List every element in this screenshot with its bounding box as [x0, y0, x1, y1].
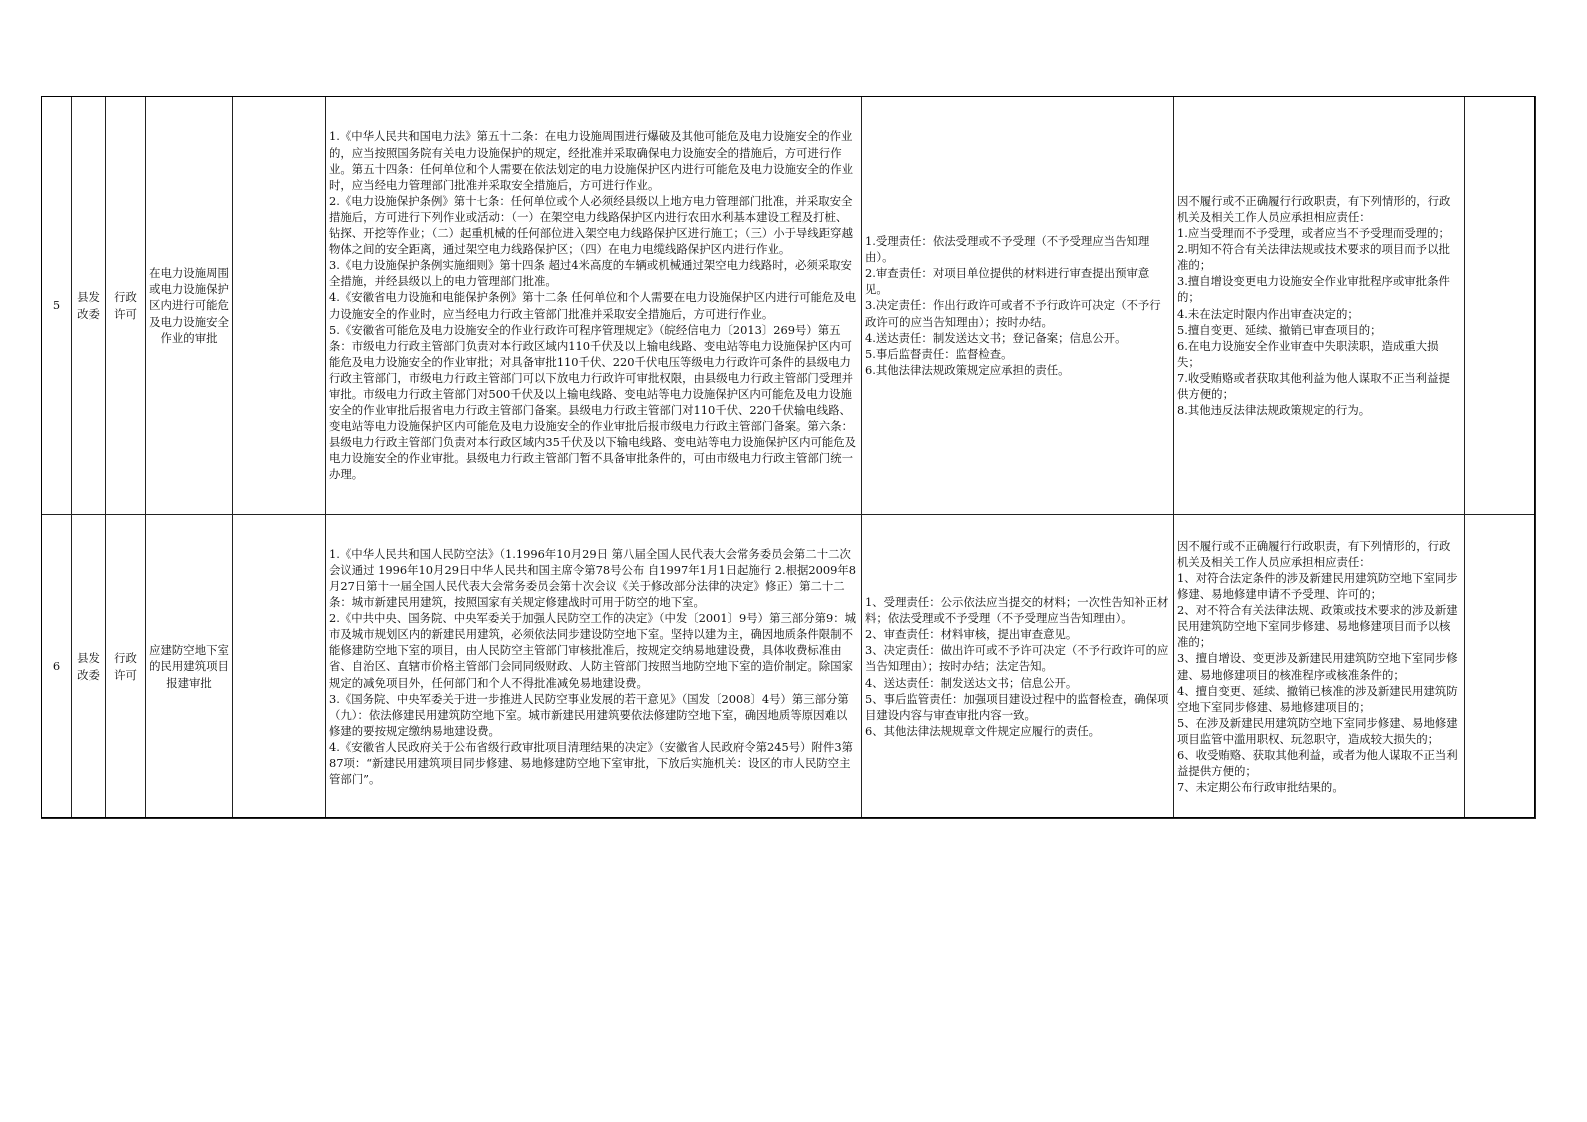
remark-cell	[1465, 515, 1536, 819]
legal-basis-cell	[326, 97, 862, 515]
duty-cell	[862, 97, 1174, 515]
duty-item: 4.送达责任：制发送达文书；登记备案；信息公开。	[865, 330, 1127, 345]
liability-item: 5、在涉及新建民用建筑防空地下室同步修建、易地修建项目监管中滥用职权、玩忽职守，造成较大损失的；	[1177, 715, 1458, 746]
duty-cell	[862, 515, 1174, 819]
legal-basis-item: 3.《电力设施保护条例实施细则》第十四条 超过4米高度的车辆或机械通过架空电力线路时，必须采取安全措施，并经县级以上的电力管理部门批准。	[329, 258, 852, 289]
liability-item: 7、未定期公布行政审批结果的。	[1177, 780, 1344, 795]
legal-basis-item: 5.《安徽省可能危及电力设施安全的作业行政许可程序管理规定》（皖经信电力〔2013〕269号）第五条：市级电力行政主管部门负责对本行政区域内110千伏及以上输电线路、变电站等电力设施保护区内可能危及电力设施安全的作业审批；对具备审批110千伏、220千伏电压等级电力行政许可条件的县级电力行政主管部门，市级电力行政主管部门可以下放电力行政许可审批权限，由县级电力行政主管部门受理并审批。市级电力行政主管部门对500千伏及以上输电线路、变电站等电力设施保护区内可能危及电力设施安全的作业审批后报省电力行政主管部门备案。县级电力行政主管部门对110千伏、220千伏输电线路、变电站等电力设施保护区内可能危及电力设施安全的作业审批后报市级电力行政主管部门备案。第六条：县级电力行政主管部门负责对本行政区域内35千伏及以下输电线路、变电站等电力设施保护区内可能危及电力设施安全的作业审批。县级电力行政主管部门暂不具备审批条件的，可由市级电力行政主管部门统一办理。	[329, 322, 857, 482]
legal-basis-item: 4.《安徽省电力设施和电能保护条例》第十二条 任何单位和个人需要在电力设施保护区内进行可能危及电力设施安全的作业时，应当经电力行政主管部门批准并采取安全措施后，方可进行作业。	[329, 290, 857, 321]
legal-basis-cell	[326, 515, 862, 819]
remark-cell	[1465, 97, 1536, 515]
liability-item: 3、擅自增设、变更涉及新建民用建筑防空地下室同步修建、易地修建项目的核准程序或核准条件的；	[1177, 651, 1458, 682]
item-name-cell: 在电力设施周围或电力设施保护区内进行可能危及电力设施安全作业的审批	[146, 97, 233, 515]
power-list-table	[41, 96, 1536, 819]
duty-item: 1、受理责任：公示依法应当提交的材料；一次性告知补正材料；依法受理或不予受理（不予受理应当告知理由）。	[865, 595, 1169, 626]
legal-basis-item: 4.《安徽省人民政府关于公布省级行政审批项目清理结果的决定》（安徽省人民政府令第245号）附件3第87项：“新建民用建筑项目同步修建、易地修建防空地下室审批，下放后实施机关：设区的市人民防空主管部门”。	[329, 739, 853, 787]
row-number: 5	[42, 97, 72, 515]
liability-item: 4、擅自变更、延续、撤销已核准的涉及新建民用建筑防空地下室同步修建、易地修建项目的；	[1177, 683, 1458, 714]
duty-item: 5.事后监督责任：监督检查。	[865, 346, 1013, 361]
legal-basis-item: 2.《电力设施保护条例》第十七条：任何单位或个人必须经县级以上地方电力管理部门批准，并采取安全措施后，方可进行下列作业或活动：（一）在架空电力线路保护区内进行农田水利基本建设工程及打桩、钻探、开挖等作业；（二）起重机械的任何部位进入架空电力线路保护区进行施工；（三）小于导线距穿越物体之间的安全距离，通过架空电力线路保护区；（四）在电力电缆线路保护区内进行作业。	[329, 193, 853, 257]
duty-item: 2、审查责任：材料审核，提出审查意见。	[865, 627, 1078, 642]
sub-item-cell	[233, 97, 326, 515]
legal-basis-item: 2.《中共中央、国务院、中央军委关于加强人民防空工作的决定》（中发〔2001〕9号）第三部分第9：城市及城市规划区内的新建民用建筑，必须依法同步建设防空地下室。坚持以建为主，确因地质条件限制不能修建防空地下室的项目，由人民防空主管部门审核批准后，按规定交纳易地建设费，具体收费标准由省、自治区、直辖市价格主管部门会同同级财政、人防主管部门按照当地防空地下室的造价制定。除国家规定的减免项目外，任何部门和个人不得批准减免易地建设费。	[329, 611, 857, 690]
liability-item: 2、对不符合有关法律法规、政策或技术要求的涉及新建民用建筑防空地下室同步修建、易地修建项目而予以核准的；	[1177, 603, 1458, 650]
liability-item: 6、收受贿赂、获取其他利益，或者为他人谋取不正当利益提供方便的；	[1177, 747, 1458, 779]
liability-item: 1、对符合法定条件的涉及新建民用建筑防空地下室同步修建、易地修建申请不予受理、许可的；	[1177, 570, 1458, 602]
duty-item: 6、其他法律法规规章文件规定应履行的责任。	[865, 723, 1101, 738]
liability-item: 3.擅自增设变更电力设施安全作业审批程序或审批条件的；	[1177, 274, 1450, 305]
duty-item: 5、事后监管责任：加强项目建设过程中的监督检查，确保项目建设内容与审查审批内容一致。	[865, 691, 1169, 722]
liability-item: 因不履行或不正确履行行政职责，有下列情形的，行政机关及相关工作人员应承担相应责任：	[1177, 193, 1451, 224]
liability-item: 8.其他违反法律法规政策规定的行为。	[1177, 403, 1371, 418]
table-row	[42, 97, 1536, 515]
row-number: 6	[42, 515, 72, 819]
liability-item: 5.擅自变更、延续、撤销已审查项目的；	[1177, 322, 1382, 337]
item-name-cell: 应建防空地下室的民用建筑项目报建审批	[146, 515, 233, 819]
liability-cell	[1174, 515, 1465, 819]
duty-item: 2.审查责任：对项目单位提供的材料进行审查提出预审意见。	[865, 266, 1150, 297]
liability-item: 2.明知不符合有关法律法规或技术要求的项目而予以批准的；	[1177, 242, 1450, 273]
power-type-cell: 行政许可	[106, 515, 146, 819]
liability-item: 6.在电力设施安全作业审查中失职渎职，造成重大损失；	[1177, 338, 1439, 369]
duty-item: 3、决定责任：做出许可或不予许可决定（不予行政许可的应当告知理由）；按时办结；法定告知。	[865, 643, 1169, 674]
legal-basis-item: 1.《中华人民共和国电力法》第五十二条：在电力设施周围进行爆破及其他可能危及电力设施安全的作业的，应当按照国务院有关电力设施保护的规定，经批准并采取确保电力设施安全的措施后，方可进行作业。第五十四条：任何单位和个人需要在依法划定的电力设施保护区内进行可能危及电力设施安全的作业时，应当经电力管理部门批准并采取安全措施后，方可进行作业。	[329, 129, 853, 192]
duty-item: 1.受理责任：依法受理或不予受理（不予受理应当告知理由）。	[865, 234, 1150, 265]
duty-item: 3.决定责任：作出行政许可或者不予行政许可决定（不予行政许可的应当告知理由）；按时办结。	[865, 298, 1161, 329]
department-cell: 县发改委	[72, 97, 106, 515]
liability-cell	[1174, 97, 1465, 515]
legal-basis-item: 3.《国务院、中央军委关于进一步推进人民防空事业发展的若干意见》（国发〔2008〕4号）第三部分第（九）：依法修建民用建筑防空地下室。城市新建民用建筑要依法修建防空地下室，确因地质等原因难以修建的要按规定缴纳易地建设费。	[329, 691, 849, 738]
duty-item: 4、送达责任：制发送达文书；信息公开。	[865, 675, 1078, 690]
table-row	[42, 515, 1536, 819]
legal-basis-item: 1.《中华人民共和国人民防空法》（1.1996年10月29日 第八届全国人民代表大会常务委员会第二十二次会议通过 1996年10月29日中华人民共和国主席令第78号公布 自1997年1月1日起施行 2.根据2009年8月27日第十一届全国人民代表大会常务委员会第十次会议《关于修改部分法律的决定》修正）第二十二条：城市新建民用建筑，按照国家有关规定修建战时可用于防空的地下室。	[329, 546, 857, 610]
liability-item: 因不履行或不正确履行行政职责，有下列情形的，行政机关及相关工作人员应承担相应责任：	[1177, 538, 1451, 569]
liability-item: 7.收受贿赂或者获取其他利益为他人谋取不正当利益提供方便的；	[1177, 370, 1450, 401]
liability-item: 4.未在法定时限内作出审查决定的；	[1177, 306, 1359, 321]
liability-item: 1.应当受理而不予受理，或者应当不予受理而受理的；	[1177, 226, 1450, 241]
sub-item-cell	[233, 515, 326, 819]
duty-item: 6.其他法律法规政策规定应承担的责任。	[865, 362, 1070, 377]
power-type-cell: 行政许可	[106, 97, 146, 515]
department-cell: 县发改委	[72, 515, 106, 819]
